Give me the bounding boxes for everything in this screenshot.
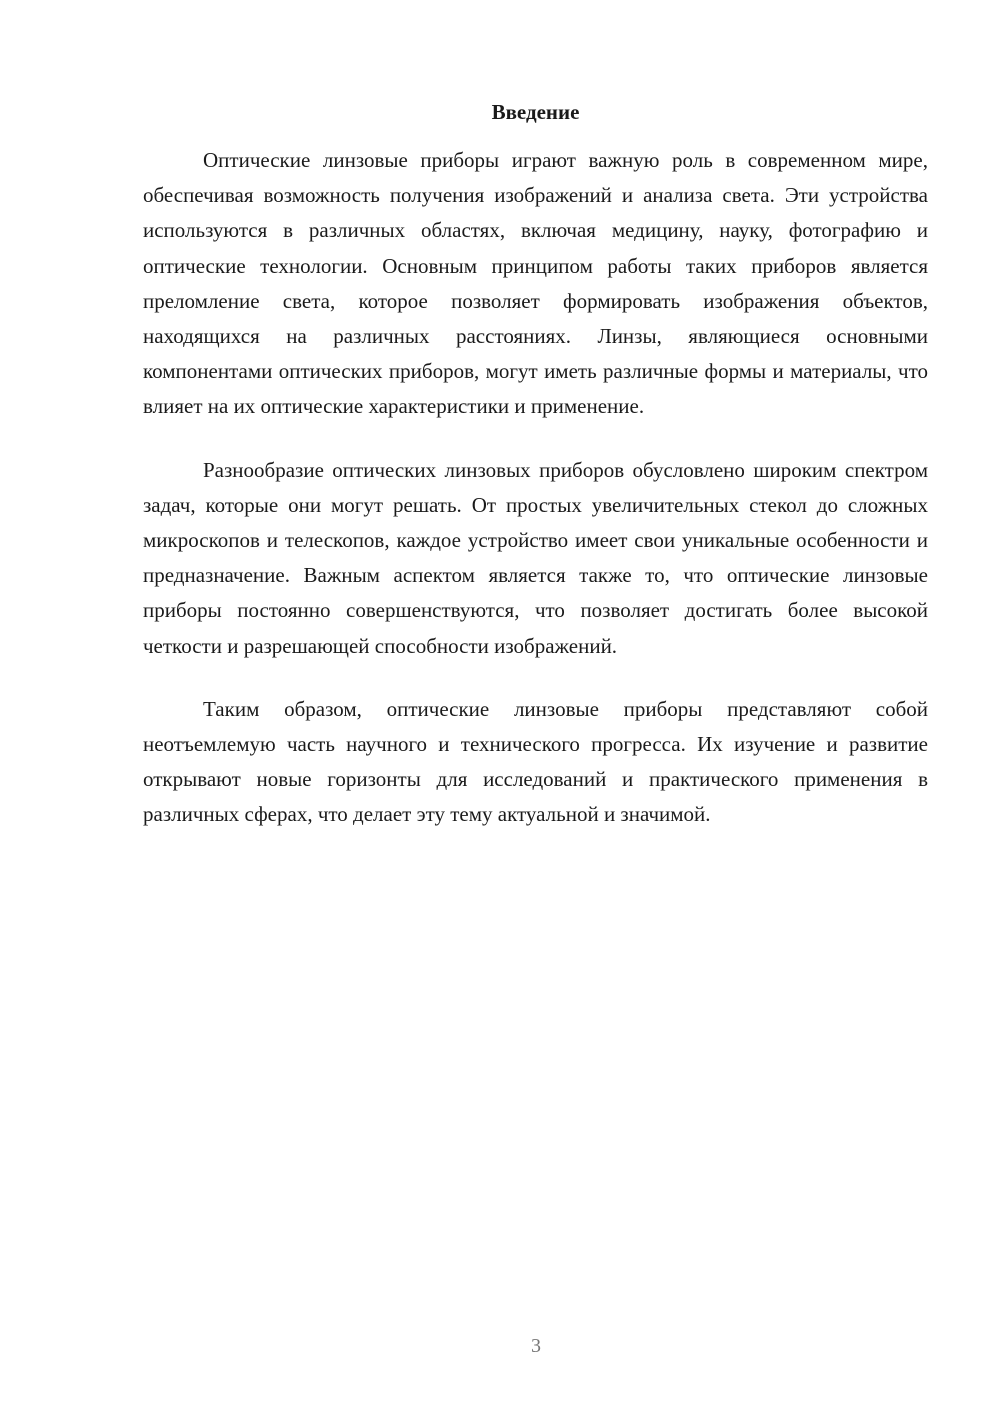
document-body: [143, 143, 928, 861]
page-number: 3: [531, 1335, 541, 1357]
paragraph-diversity: Разнообразие оптических линзовых приборов обусловлено широким спектром задач, которые они могут решать. От простых увеличительных стекол до сложных микроскопов и телескопов, каждое устройство имеет свои уникальные особенности и предназначение. Важным аспектом является также то, что оптические линзовые приборы постоянно совершенствуются, что позволяет достигать более высокой четкости и разрешающей способности изображений.: [143, 457, 928, 658]
page-title: Введение: [491, 100, 580, 124]
paragraph-intro: Оптические линзовые приборы играют важную роль в современном мире, обеспечивая возможность получения изображений и анализа света. Эти устройства используются в различных областях, включая медицину, науку, фотографию и оптические технологии. Основным принципом работы таких приборов является преломление света, которое позволяет формировать изображения объектов, находящихся на различных расстояниях. Линзы, являющиеся основными компонентами оптических приборов, могут иметь различные формы и материалы, что влияет на их оптические характеристики и применение.: [143, 148, 928, 419]
paragraph-conclusion: Таким образом, оптические линзовые приборы представляют собой неотъемлемую часть научного и технического прогресса. Их изучение и развитие открывают новые горизонты для исследований и практического применения в различных сферах, что делает эту тему актуальной и значимой.: [143, 696, 928, 827]
